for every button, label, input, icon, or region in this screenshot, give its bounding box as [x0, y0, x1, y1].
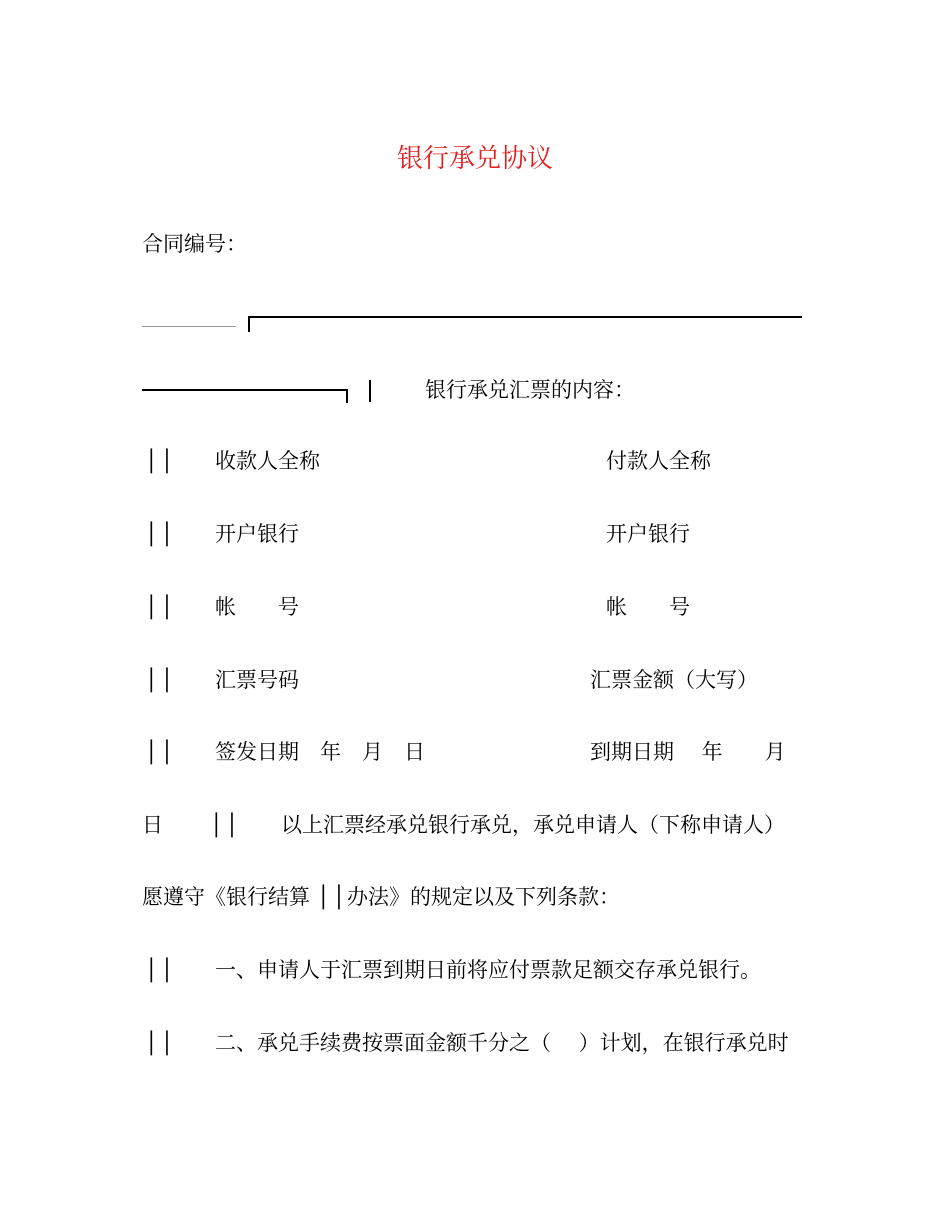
payee-account-label: 帐 号 — [215, 595, 299, 619]
due-date-day-label: 日 — [142, 813, 163, 837]
row-bar: ││ — [145, 668, 177, 692]
clause-1: 一、申请人于汇票到期日前将应付票款足额交存承兑银行。 — [215, 958, 761, 982]
payee-bank-label: 开户银行 — [215, 522, 299, 546]
table-top-border — [250, 316, 802, 318]
document-title: 银行承兑协议 — [396, 144, 553, 174]
acceptance-paragraph: 以上汇票经承兑银行承兑，承兑申请人（下称申请人） — [281, 813, 785, 837]
draft-amount-label: 汇票金额（大写） — [590, 668, 758, 692]
payee-name-label: 收款人全称 — [215, 449, 320, 473]
row-bar: ││ — [145, 449, 177, 473]
draft-number-label: 汇票号码 — [215, 668, 299, 692]
compliance-text-end: 办法》的规定以及下列条款： — [347, 885, 620, 909]
row-bar: ││ — [317, 885, 349, 909]
row-bar: ││ — [145, 740, 177, 764]
table-top-border-continued — [142, 389, 338, 391]
compliance-text-start: 愿遵守《银行结算 — [142, 885, 310, 909]
payer-bank-label: 开户银行 — [606, 522, 690, 546]
payer-name-label: 付款人全称 — [606, 449, 711, 473]
table-corner-top-right — [336, 389, 348, 403]
row-bar: ││ — [145, 1031, 177, 1055]
row-bar: ││ — [145, 958, 177, 982]
issue-date-label: 签发日期 年 月 日 — [215, 740, 425, 764]
table-vertical-bar — [369, 380, 371, 402]
contract-number-label: 合同编号： — [142, 232, 247, 256]
row-bar: ││ — [145, 595, 177, 619]
clause-2: 二、承兑手续费按票面金额千分之（ ）计划，在银行承兑时 — [215, 1031, 789, 1055]
due-date-label: 到期日期 年 月 — [590, 740, 786, 764]
draft-content-heading: 银行承兑汇票的内容： — [425, 378, 635, 402]
payer-account-label: 帐 号 — [606, 595, 690, 619]
contract-number-blank — [142, 326, 236, 327]
table-corner-top-left — [248, 316, 260, 332]
row-bar: ││ — [145, 522, 177, 546]
row-bar: ││ — [210, 813, 242, 837]
